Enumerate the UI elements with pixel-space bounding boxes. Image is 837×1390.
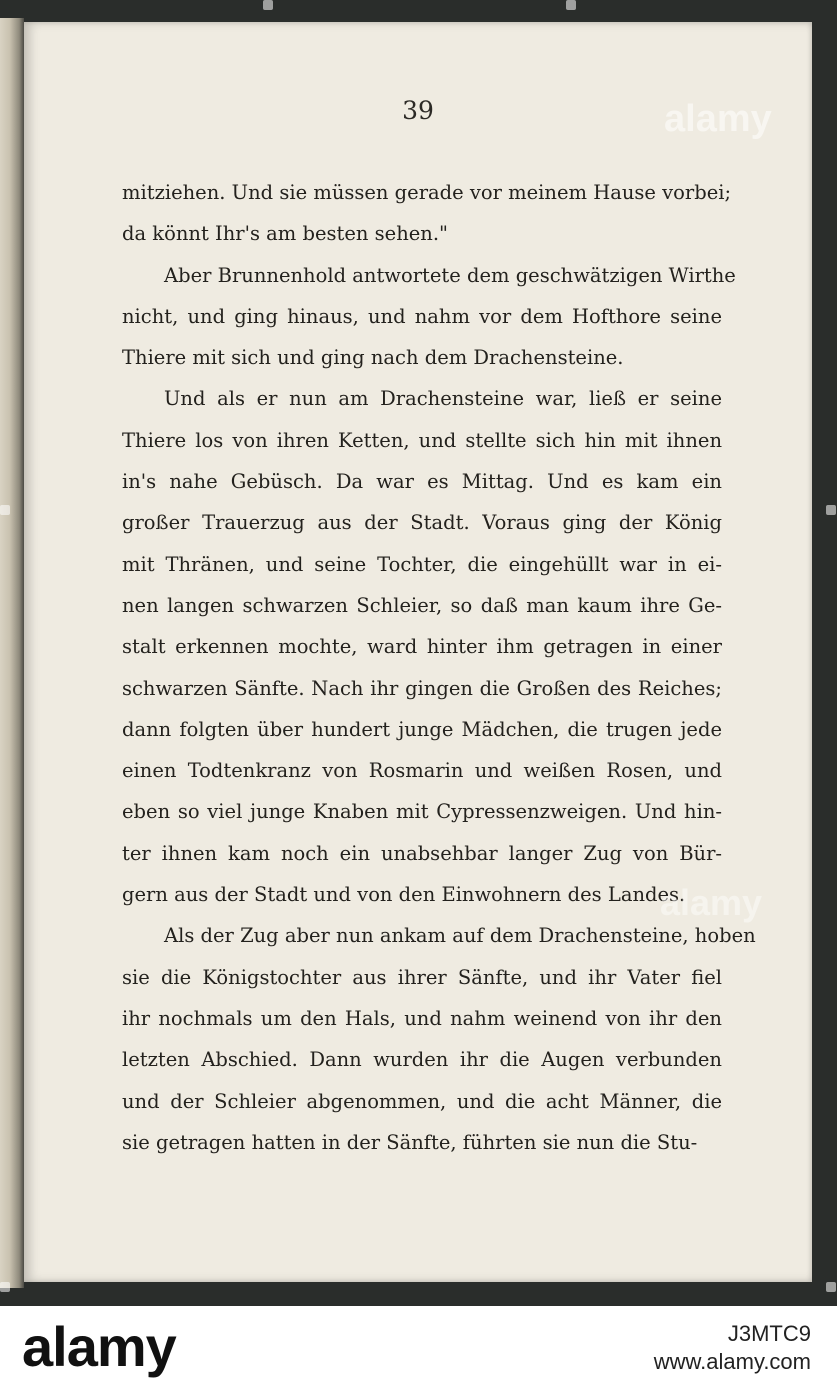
text-line: stalt erkennen mochte, ward hinter ihm getragen in einer: [122, 635, 722, 659]
text-line: Als der Zug aber nun ankam auf dem Drachensteine, hoben: [164, 924, 756, 948]
text-line: ter ihnen kam noch ein unabsehbar langer Zug von Bür-: [122, 841, 722, 865]
text-line: ihr nochmals um den Hals, und nahm weinend von ihr den: [122, 1006, 722, 1030]
paragraph: [122, 378, 722, 915]
text-line: schwarzen Sänfte. Nach ihr gingen die Großen des Reiches;: [122, 676, 722, 700]
image-id: J3MTC9: [727, 1321, 811, 1346]
text-line: eben so viel junge Knaben mit Cypressenzweigen. Und hin-: [122, 800, 722, 824]
paragraph: [122, 915, 756, 1163]
watermark-dot: [566, 0, 576, 10]
text-line: nen langen schwarzen Schleier, so daß man kaum ihre Ge-: [122, 593, 722, 617]
watermark-alamy-lower: alamy: [660, 882, 763, 923]
paragraph: [122, 255, 736, 379]
text-line: in's nahe Gebüsch. Da war es Mittag. Und es kam ein: [122, 470, 722, 494]
text-line: einen Todtenkranz von Rosmarin und weißen Rosen, und: [122, 759, 722, 783]
text-line: und der Schleier abgenommen, und die acht Männer, die: [122, 1089, 722, 1113]
stock-footer: [0, 1306, 837, 1390]
watermark-dot: [0, 505, 10, 515]
watermark-dot: [263, 0, 273, 10]
book-spine: [0, 18, 24, 1288]
text-line: Und als er nun am Drachensteine war, ließ er seine: [164, 387, 722, 411]
text-line: letzten Abschied. Dann wurden ihr die Augen verbunden: [122, 1048, 722, 1072]
alamy-logo: alamy: [22, 1315, 176, 1378]
image-credit: [654, 1320, 811, 1376]
text-line: mitziehen. Und sie müssen gerade vor meinem Hause vorbei;: [122, 181, 732, 204]
watermark-alamy-top: alamy: [664, 98, 772, 140]
text-line: dann folgten über hundert junge Mädchen, die trugen jede: [122, 717, 722, 741]
site-url: www.alamy.com: [653, 1349, 811, 1374]
text-line: da könnt Ihr's am besten sehen.": [122, 222, 449, 246]
page-number: 39: [402, 96, 434, 125]
text-line: Thiere mit sich und ging nach dem Drachensteine.: [122, 346, 624, 370]
watermark-dot: [826, 1282, 836, 1292]
text-line: sie die Königstochter aus ihrer Sänfte, und ihr Vater fiel: [122, 965, 722, 989]
text-line: Aber Brunnenhold antwortete dem geschwätzigen Wirthe: [164, 263, 736, 287]
text-line: sie getragen hatten in der Sänfte, führten sie nun die Stu-: [122, 1130, 698, 1154]
page-text: [122, 172, 756, 1163]
watermark-dot: [826, 505, 836, 515]
paragraph: [122, 172, 732, 255]
text-line: gern aus der Stadt und von den Einwohnern des Landes.: [122, 883, 686, 907]
text-line: Thiere los von ihren Ketten, und stellte sich hin mit ihnen: [122, 428, 722, 452]
text-line: mit Thränen, und seine Tochter, die eingehüllt war in ei-: [122, 552, 722, 576]
text-line: großer Trauerzug aus der Stadt. Voraus ging der König: [122, 511, 722, 535]
book-page: [24, 22, 812, 1282]
watermark-dot: [0, 1282, 10, 1292]
text-line: nicht, und ging hinaus, und nahm vor dem Hofthore seine: [122, 304, 722, 328]
